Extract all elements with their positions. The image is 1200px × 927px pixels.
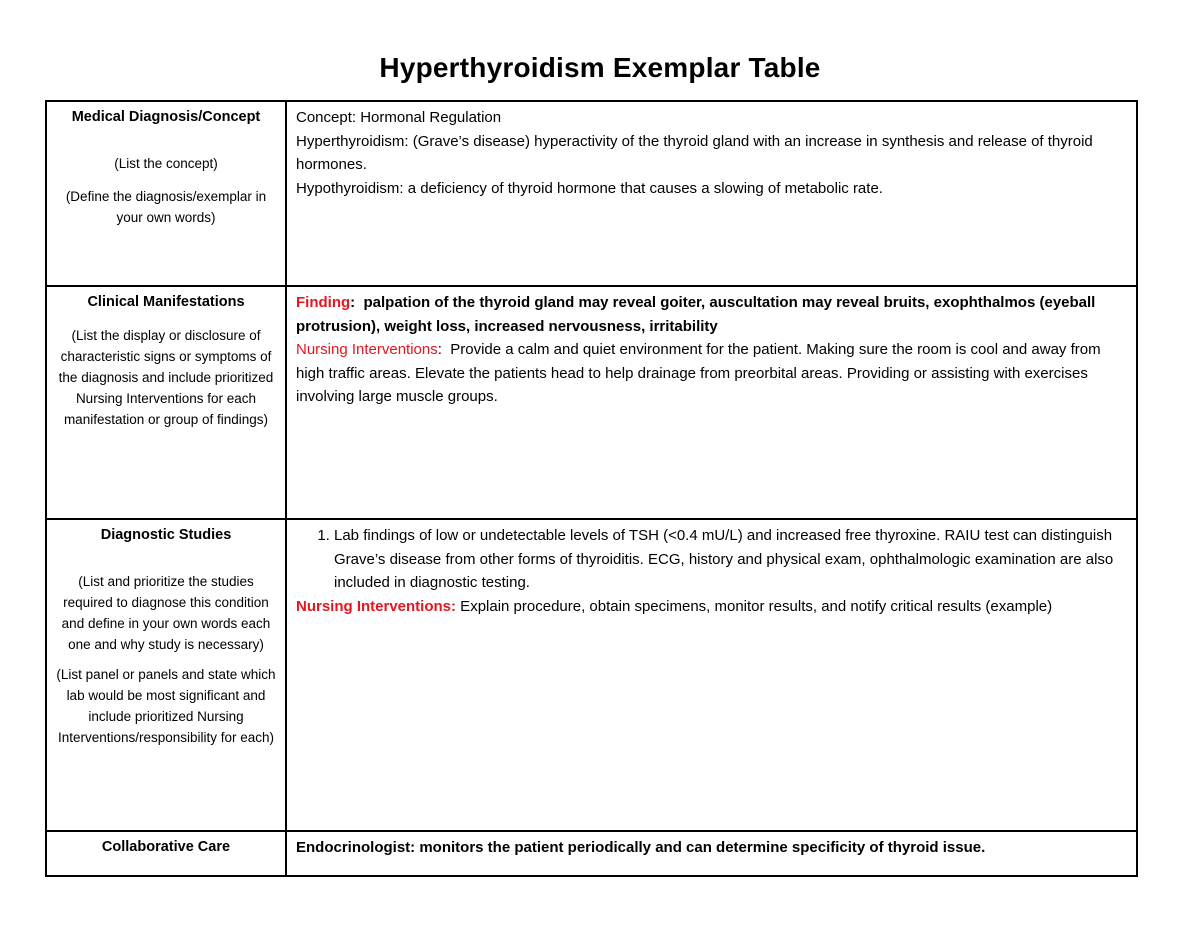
diagnostic-heading: Diagnostic Studies bbox=[100, 527, 232, 543]
clinical-interventions-label: Nursing Interventions bbox=[296, 341, 438, 358]
finding-label: Finding bbox=[296, 294, 351, 311]
diagnostic-note-panels: (List panel or panels and state which lab would be most significant and include prioritized Nursing Interventions/responsibility for each) bbox=[56, 667, 276, 745]
exemplar-table bbox=[45, 100, 1138, 877]
table-row-concept bbox=[46, 101, 1137, 286]
diagnostic-interventions-paragraph bbox=[296, 595, 1128, 619]
collab-text: Endocrinologist: monitors the patient periodically and can determine specificity of thyroid issue. bbox=[296, 839, 986, 856]
document-title: Hyperthyroidism Exemplar Table bbox=[379, 52, 821, 83]
concept-content-cell bbox=[286, 101, 1137, 286]
clinical-note: (List the display or disclosure of characteristic signs or symptoms of the diagnosis and include prioritized Nursing Interventions for each manifestation or group of findings) bbox=[58, 328, 274, 427]
clinical-content-cell bbox=[286, 286, 1137, 519]
table-row-clinical bbox=[46, 286, 1137, 519]
hyperthyroidism-definition: Hyperthyroidism: (Grave’s disease) hyperactivity of the thyroid gland with an increase in synthesis and release of thyroid hormones. bbox=[296, 132, 1093, 173]
diagnostic-interventions-label: Nursing Interventions: bbox=[296, 597, 457, 615]
finding-paragraph bbox=[296, 291, 1128, 338]
clinical-label-cell bbox=[46, 286, 286, 519]
concept-note-define: (Define the diagnosis/exemplar in your own words) bbox=[65, 189, 267, 225]
clinical-interventions-text: Provide a calm and quiet environment for the patient. Making sure the room is cool and away from high traffic areas. Elevate the patients head to help drainage from preorbital areas. Providing or assisting with exercises involving large muscle groups. bbox=[296, 341, 1105, 405]
table-row-collaborative bbox=[46, 831, 1137, 876]
collab-label-cell bbox=[46, 831, 286, 876]
clinical-interventions-colon: : bbox=[437, 341, 442, 358]
concept-heading: Medical Diagnosis/Concept bbox=[71, 109, 261, 125]
diagnostic-label-cell bbox=[46, 519, 286, 831]
diagnostic-content-cell bbox=[286, 519, 1137, 831]
concept-line: Concept: Hormonal Regulation bbox=[296, 109, 502, 126]
diagnostic-list bbox=[296, 524, 1128, 595]
finding-text: palpation of the thyroid gland may reveal goiter, auscultation may reveal bruits, exophthalmos (eyeball protrusion), weight loss, increased nervousness, irritability bbox=[296, 294, 1100, 335]
clinical-heading: Clinical Manifestations bbox=[87, 294, 245, 310]
clinical-interventions-paragraph bbox=[296, 338, 1128, 409]
table-row-diagnostic bbox=[46, 519, 1137, 831]
collab-content-cell bbox=[286, 831, 1137, 876]
concept-label-cell bbox=[46, 101, 286, 286]
finding-colon: : bbox=[350, 294, 356, 311]
diagnostic-interventions-text: Explain procedure, obtain specimens, monitor results, and notify critical results (example) bbox=[456, 597, 1053, 615]
hypothyroidism-definition: Hypothyroidism: a deficiency of thyroid hormone that causes a slowing of metabolic rate. bbox=[296, 179, 883, 197]
collab-heading: Collaborative Care bbox=[101, 839, 231, 855]
list-item: 1. Lab findings of low or undetectable levels of TSH (<0.4 mU/L) and increased free thyroxine. RAIU test can distinguish Grave’s disease from other forms of thyroiditis. ECG, history and physical exam, ophthalmologic examination are also included in diagnostic testing. bbox=[334, 524, 1128, 595]
concept-note-list: (List the concept) bbox=[114, 156, 218, 171]
diagnostic-note-studies: (List and prioritize the studies required to diagnose this condition and define in your own words each one and why study is necessary) bbox=[61, 574, 271, 652]
